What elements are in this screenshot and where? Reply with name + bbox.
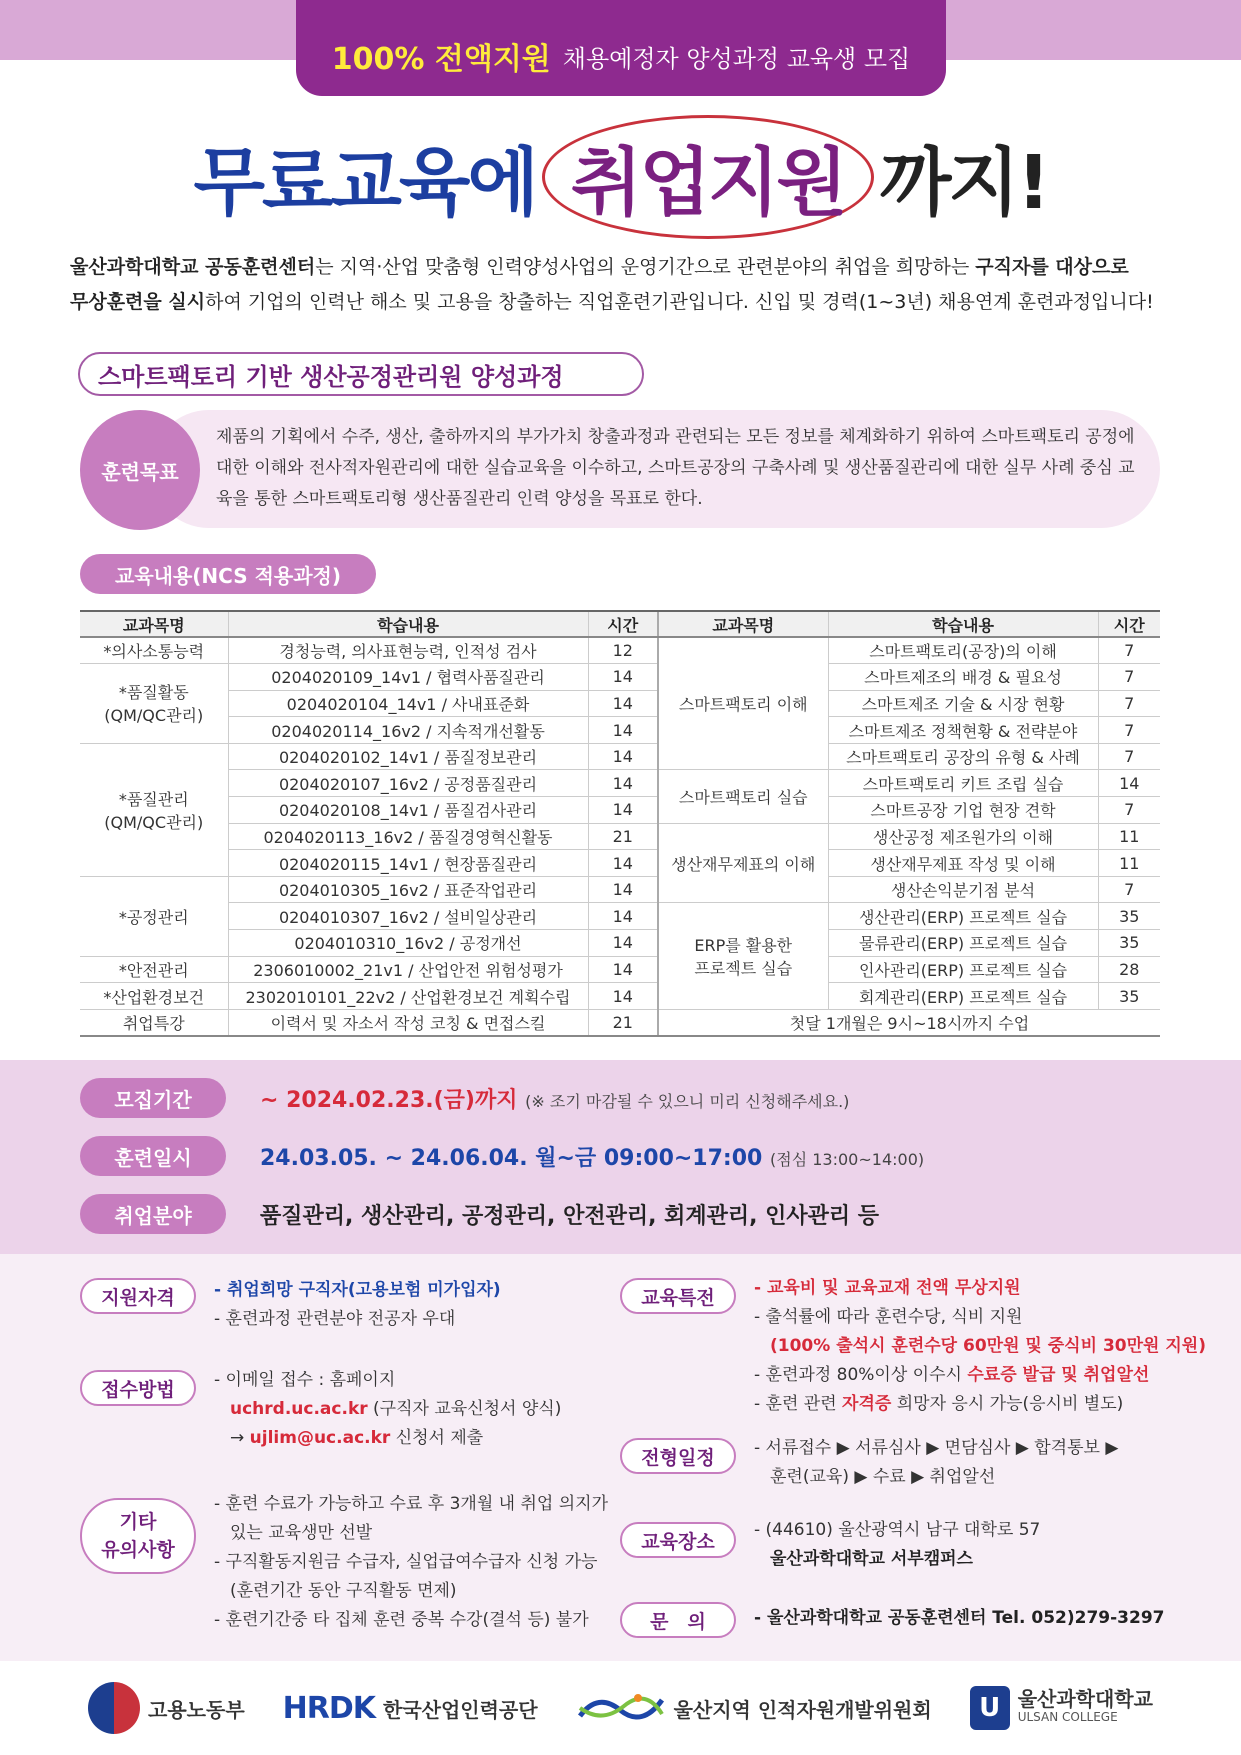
etc-label-2: 유의사항 [101, 1539, 175, 1561]
uc-mark-icon: U [970, 1686, 1010, 1730]
apply-2-text: (구직자 교육신청서 양식) [367, 1399, 562, 1419]
hrdk-mark: HRDK [282, 1690, 376, 1726]
right-hours: 14 [1098, 770, 1160, 797]
left-content: 0204020113_16v2 / 품질경영혁신활동 [228, 823, 588, 850]
table-row [80, 1009, 1160, 1036]
left-hours: 14 [588, 797, 658, 824]
period-value-wrap [260, 1083, 849, 1114]
council-name: 울산지역 인적자원개발위원회 [673, 1697, 932, 1722]
right-hours: 7 [1098, 797, 1160, 824]
intro-bold-3: 무상훈련을 실시 [70, 291, 206, 313]
right-content: 스마트팩토리 공장의 유형 & 사례 [828, 743, 1098, 770]
right-content: 스마트팩토리 키트 조립 실습 [828, 770, 1098, 797]
right-subject: 스마트팩토리 이해 [658, 637, 828, 770]
headline [0, 122, 1241, 232]
benefit-3: (100% 출석시 훈련수당 60만원 및 중식비 30만원 지원) [770, 1336, 1206, 1356]
table-row [80, 823, 1160, 850]
benefit-4b: 수료증 발급 및 취업알선 [967, 1365, 1150, 1385]
table-row [80, 850, 1160, 877]
benefit-4a: - 훈련과정 80%이상 이수시 [754, 1365, 968, 1385]
left-subject: *공정관리 [80, 876, 228, 956]
right-hours: 7 [1098, 717, 1160, 744]
left-hours: 14 [588, 903, 658, 930]
contact-label: 문 의 [620, 1602, 736, 1638]
left-hours: 14 [588, 930, 658, 957]
arrow-icon: → [230, 1428, 250, 1448]
moel-name: 고용노동부 [148, 1697, 245, 1722]
place-2: 울산과학대학교 서부캠퍼스 [770, 1549, 973, 1569]
period-value: ~ 2024.02.23.(금)까지 [260, 1087, 518, 1113]
qualification-1: - 취업희망 구직자(고용보험 미가입자) [214, 1280, 501, 1300]
left-subject: *의사소통능력 [80, 637, 228, 664]
right-hours: 7 [1098, 690, 1160, 717]
uc-logo [970, 1686, 1153, 1730]
course-title: 스마트팩토리 기반 생산공정관리원 양성과정 [78, 352, 644, 396]
benefit-label: 교육특전 [620, 1278, 736, 1314]
table-row [80, 637, 1160, 664]
right-hours: 7 [1098, 876, 1160, 903]
schedule-label: 전형일정 [620, 1438, 736, 1474]
left-hours: 21 [588, 823, 658, 850]
table-row [80, 690, 1160, 717]
left-content: 0204010307_16v2 / 설비일상관리 [228, 903, 588, 930]
benefit-5 [754, 1390, 1206, 1419]
left-subject: *품질활동 (QM/QC관리) [80, 664, 228, 744]
left-content: 이력서 및 자소서 작성 코칭 & 면접스킬 [228, 1009, 588, 1036]
intro-line-2 [70, 285, 1170, 320]
homepage-link[interactable]: uchrd.uc.ac.kr [230, 1399, 368, 1419]
table-row [80, 797, 1160, 824]
table-row [80, 983, 1160, 1010]
benefit-text [754, 1274, 1206, 1419]
uc-text [1017, 1687, 1153, 1726]
benefit-5b: 자격증 [842, 1394, 892, 1414]
left-content: 0204020109_14v1 / 협력사품질관리 [228, 664, 588, 691]
qualification-2: - 훈련과정 관련분야 전공자 우대 [214, 1309, 456, 1329]
footer-logos [0, 1661, 1241, 1755]
table-header: 교과목명 [80, 611, 228, 637]
training-label: 훈련일시 [80, 1136, 226, 1176]
table-row [80, 956, 1160, 983]
qualification-text [214, 1276, 501, 1334]
right-content: 스마트공장 기업 현장 견학 [828, 797, 1098, 824]
table-row [80, 930, 1160, 957]
etc-2: - 구직활동지원금 수급자, 실업급여수급자 신청 가능 [214, 1552, 598, 1572]
intro-bold-2: 구직자를 대상으로 [975, 256, 1129, 278]
place-text [754, 1516, 1040, 1574]
intro-paragraph [70, 250, 1170, 320]
intro-bold-1: 울산과학대학교 공동훈련센터 [70, 256, 316, 278]
apply-2 [214, 1395, 561, 1424]
table-header: 교과목명 [658, 611, 828, 637]
left-content: 0204020104_14v1 / 사내표준화 [228, 690, 588, 717]
taegeuk-icon [88, 1682, 140, 1734]
table-row [80, 903, 1160, 930]
benefit-4 [754, 1361, 1206, 1390]
uc-name-kr: 울산과학대학교 [1017, 1687, 1153, 1711]
apply-text [214, 1366, 561, 1453]
right-hours: 28 [1098, 956, 1160, 983]
table-header: 시간 [1098, 611, 1160, 637]
table-row [80, 664, 1160, 691]
left-content: 0204010305_16v2 / 표준작업관리 [228, 876, 588, 903]
banner-highlight: 100% 전액지원 [331, 42, 551, 77]
left-content: 0204020102_14v1 / 품질정보관리 [228, 743, 588, 770]
right-content: 스마트제조 정책현황 & 전략분야 [828, 717, 1098, 744]
left-content: 0204010310_16v2 / 공정개선 [228, 930, 588, 957]
right-content: 생산손익분기점 분석 [828, 876, 1098, 903]
goal-text: 제품의 기획에서 수주, 생산, 출하까지의 부가가치 창출과정과 관련되는 모든 정보를 체계화하기 위하여 스마트팩토리 공정에 대한 이해와 전사적자원관리에 대한 실습교육을 이수하고, 스마트공장의 구축사례 및 생산품질관리에 대한 실무 사례 중심 교육을 통한 스마트팩토리형 생산품질관리 인력 양성을 목표로 한다. [216, 427, 1135, 509]
place-label: 교육장소 [620, 1522, 736, 1558]
email-link[interactable]: ujlim@uc.ac.kr [249, 1428, 391, 1448]
etc-text [214, 1490, 608, 1635]
benefit-5c: 희망자 응시 가능(응시비 별도) [891, 1394, 1124, 1414]
period-note: (※ 조기 마감될 수 있으니 미리 신청해주세요.) [525, 1091, 850, 1111]
right-hours: 35 [1098, 903, 1160, 930]
training-value: 24.03.05. ~ 24.06.04. 월~금 09:00~17:00 [260, 1145, 763, 1171]
right-content: 생산재무제표 작성 및 이해 [828, 850, 1098, 877]
curriculum-table [80, 610, 1160, 1037]
moel-logo [88, 1682, 245, 1734]
hrdk-logo [283, 1691, 538, 1726]
left-hours: 21 [588, 1009, 658, 1036]
schedule-2: 훈련(교육) ▶ 수료 ▶ 취업알선 [770, 1467, 996, 1487]
left-subject: *안전관리 [80, 956, 228, 983]
left-content: 경청능력, 의사표현능력, 인적성 검사 [228, 637, 588, 664]
left-content: 0204020107_16v2 / 공정품질관리 [228, 770, 588, 797]
banner-text: 채용예정자 양성과정 교육생 모집 [562, 44, 911, 73]
benefit-1: - 교육비 및 교육교재 전액 무상지원 [754, 1278, 1021, 1298]
apply-1: - 이메일 접수 : 홈페이지 [214, 1370, 396, 1390]
left-hours: 12 [588, 637, 658, 664]
right-hours: 35 [1098, 930, 1160, 957]
right-hours: 7 [1098, 637, 1160, 664]
right-hours: 7 [1098, 743, 1160, 770]
left-content: 0204020108_14v1 / 품질검사관리 [228, 797, 588, 824]
left-hours: 14 [588, 664, 658, 691]
right-content: 회계관리(ERP) 프로젝트 실습 [828, 983, 1098, 1010]
benefit-5a: - 훈련 관련 [754, 1394, 843, 1414]
period-label: 모집기간 [80, 1078, 226, 1118]
left-subject: *품질관리 (QM/QC관리) [80, 743, 228, 876]
field-label: 취업분야 [80, 1194, 226, 1234]
uc-name-en: ULSAN COLLEGE [1017, 1710, 1118, 1724]
table-row [80, 717, 1160, 744]
recruit-period-row [80, 1078, 849, 1118]
benefit-2: - 출석률에 따라 훈련수당, 식비 지원 [754, 1307, 1023, 1327]
left-hours: 14 [588, 743, 658, 770]
top-banner [296, 0, 946, 96]
left-content: 0204020115_14v1 / 현장품질관리 [228, 850, 588, 877]
headline-part3: 까지! [879, 140, 1048, 226]
left-hours: 14 [588, 690, 658, 717]
intro-text-2: 하여 기업의 인력난 해소 및 고용을 창출하는 직업훈련기관입니다. 신입 및 경력(1~3년) 채용연계 훈련과정입니다! [205, 291, 1154, 313]
ncs-label: 교육내용(NCS 적용과정) [80, 554, 376, 594]
right-subject: ERP를 활용한 프로젝트 실습 [658, 903, 828, 1009]
left-hours: 14 [588, 983, 658, 1010]
apply-3-text: 신청서 제출 [390, 1428, 484, 1448]
left-content: 2302010101_22v2 / 산업환경보건 계획수립 [228, 983, 588, 1010]
contact-text: - 울산과학대학교 공동훈련센터 Tel. 052)279-3297 [754, 1608, 1165, 1628]
right-hours: 11 [1098, 850, 1160, 877]
qualification-label: 지원자격 [80, 1278, 196, 1314]
right-hours: 35 [1098, 983, 1160, 1010]
left-hours: 14 [588, 956, 658, 983]
left-subject: 취업특강 [80, 1009, 228, 1036]
right-content: 스마트팩토리(공장)의 이해 [828, 637, 1098, 664]
etc-label [80, 1498, 196, 1574]
job-field-row [80, 1194, 879, 1234]
schedule-1: - 서류접수 ▶ 서류심사 ▶ 면담심사 ▶ 합격통보 ▶ [754, 1438, 1119, 1458]
table-row [80, 876, 1160, 903]
right-subject: 스마트팩토리 실습 [658, 770, 828, 823]
table-header: 학습내용 [828, 611, 1098, 637]
etc-3: - 훈련기간중 타 집체 훈련 중복 수강(결석 등) 불가 [214, 1610, 589, 1630]
headline-part2: 취업지원 [542, 115, 874, 239]
field-value: 품질관리, 생산관리, 공정관리, 안전관리, 회계관리, 인사관리 등 [260, 1203, 880, 1229]
etc-label-1: 기타 [119, 1511, 157, 1533]
training-note: (점심 13:00~14:00) [770, 1149, 925, 1169]
right-hours: 11 [1098, 823, 1160, 850]
table-row [80, 770, 1160, 797]
left-subject: *산업환경보건 [80, 983, 228, 1010]
apply-label: 접수방법 [80, 1370, 196, 1406]
schedule-text [754, 1434, 1118, 1492]
right-content: 인사관리(ERP) 프로젝트 실습 [828, 956, 1098, 983]
etc-2b: (훈련기간 동안 구직활동 면제) [230, 1581, 457, 1601]
right-content: 물류관리(ERP) 프로젝트 실습 [828, 930, 1098, 957]
place-1: - (44610) 울산광역시 남구 대학로 57 [754, 1520, 1041, 1540]
hrdk-name: 한국산업인력공단 [383, 1697, 538, 1722]
table-row [80, 743, 1160, 770]
wave-icon [576, 1688, 666, 1728]
right-note: 첫달 1개월은 9시~18시까지 수업 [658, 1009, 1160, 1036]
left-hours: 14 [588, 770, 658, 797]
headline-part1: 무료교육에 [193, 140, 536, 226]
table-header-row [80, 611, 1160, 637]
left-hours: 14 [588, 850, 658, 877]
apply-3 [214, 1424, 561, 1453]
right-content: 스마트제조의 배경 & 필요성 [828, 664, 1098, 691]
left-hours: 14 [588, 717, 658, 744]
council-logo [576, 1688, 932, 1728]
etc-1: - 훈련 수료가 가능하고 수료 후 3개월 내 취업 의지가 [214, 1494, 609, 1514]
left-content: 0204020114_16v2 / 지속적개선활동 [228, 717, 588, 744]
goal-label: 훈련목표 [80, 410, 200, 530]
right-subject: 생산재무제표의 이해 [658, 823, 828, 903]
right-content: 생산관리(ERP) 프로젝트 실습 [828, 903, 1098, 930]
table-header: 학습내용 [228, 611, 588, 637]
etc-1b: 있는 교육생만 선발 [230, 1523, 373, 1543]
table-header: 시간 [588, 611, 658, 637]
right-hours: 7 [1098, 664, 1160, 691]
training-date-row [80, 1136, 924, 1176]
left-content: 2306010002_21v1 / 산업안전 위험성평가 [228, 956, 588, 983]
left-hours: 14 [588, 876, 658, 903]
right-content: 스마트제조 기술 & 시장 현황 [828, 690, 1098, 717]
intro-text-1: 는 지역·산업 맞춤형 인력양성사업의 운영기간으로 관련분야의 취업을 희망하는 [315, 256, 976, 278]
right-content: 생산공정 제조원가의 이해 [828, 823, 1098, 850]
training-value-wrap [260, 1141, 924, 1172]
intro-line-1 [70, 250, 1170, 285]
